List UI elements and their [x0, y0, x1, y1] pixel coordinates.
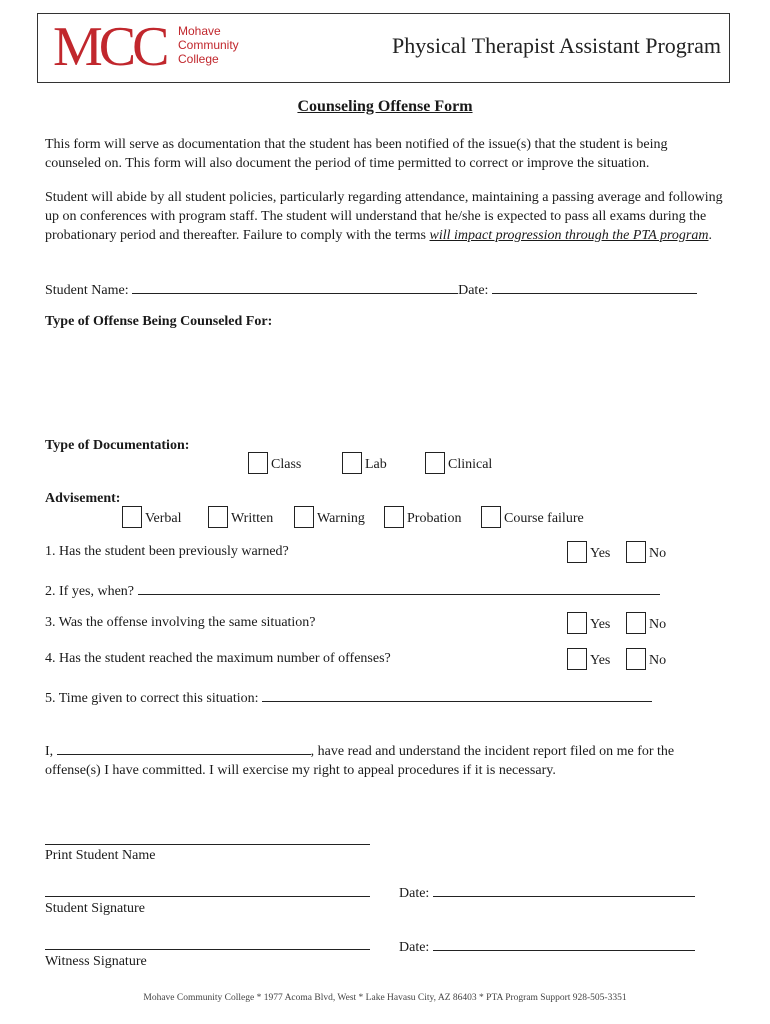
checkbox[interactable] [384, 506, 404, 528]
date-label: Date: [399, 886, 430, 901]
doc-option-lab[interactable] [342, 452, 387, 474]
ack-prefix: I, [45, 744, 54, 759]
student-name-field[interactable] [132, 279, 458, 294]
question-2-row [45, 580, 660, 600]
logo-line: Community [178, 38, 239, 52]
option-label: Yes [590, 546, 611, 561]
q1-no[interactable] [626, 541, 666, 563]
logo-line: College [178, 52, 219, 66]
option-label: Written [231, 511, 274, 526]
header-box [37, 13, 730, 83]
option-label: No [649, 546, 667, 561]
program-title: Physical Therapist Assistant Program [392, 33, 721, 58]
checkbox[interactable] [626, 541, 646, 563]
checkbox[interactable] [626, 612, 646, 634]
documentation-label: Type of Documentation: [45, 438, 190, 453]
policy-paragraph [45, 188, 725, 245]
advisement-option-warning[interactable] [294, 506, 365, 528]
print-name-line[interactable] [45, 844, 370, 845]
option-label: Warning [317, 511, 365, 526]
option-label: Probation [407, 511, 462, 526]
policy-emphasis: will impact progression through the PTA program [429, 228, 709, 243]
checkbox[interactable] [567, 612, 587, 634]
doc-option-class[interactable] [248, 452, 301, 474]
option-label: Course failure [504, 511, 584, 526]
checkbox[interactable] [567, 541, 587, 563]
ack-text: , have read and understand the incident report filed on me for the offense(s) I have committed. I will exercise my right to appeal procedures if it is necessary. [45, 744, 675, 778]
checkbox[interactable] [481, 506, 501, 528]
option-label: No [649, 653, 667, 668]
witness-date-field[interactable] [433, 936, 695, 951]
q3-yes[interactable] [567, 612, 610, 634]
student-date-row [399, 882, 695, 902]
option-label: Lab [365, 457, 387, 472]
college-logo: MCC [53, 16, 166, 78]
advisement-option-probation[interactable] [384, 506, 461, 528]
option-label: No [649, 617, 667, 632]
question-1: 1. Has the student been previously warned? [45, 544, 289, 559]
checkbox[interactable] [294, 506, 314, 528]
witness-signature-label: Witness Signature [45, 954, 147, 969]
checkbox[interactable] [425, 452, 445, 474]
question-3: 3. Was the offense involving the same situation? [45, 615, 316, 630]
offense-type-label: Type of Offense Being Counseled For: [45, 314, 273, 329]
date-label: Date: [458, 283, 489, 298]
form-title: Counseling Offense Form [297, 98, 473, 115]
student-date-field[interactable] [433, 882, 695, 897]
option-label: Clinical [448, 457, 493, 472]
advisement-option-course-failure[interactable] [481, 506, 584, 528]
page-footer: Mohave Community College * 1977 Acoma Blvd, West * Lake Havasu City, AZ 86403 * PTA Program Support 928-505-3351 [143, 993, 627, 1003]
date-field[interactable] [492, 279, 697, 294]
question-5: 5. Time given to correct this situation: [45, 691, 259, 706]
ack-name-field[interactable] [57, 740, 311, 755]
checkbox[interactable] [567, 648, 587, 670]
acknowledgement-paragraph [45, 740, 725, 780]
question-4: 4. Has the student reached the maximum number of offenses? [45, 651, 391, 666]
witness-signature-line[interactable] [45, 949, 370, 950]
doc-option-clinical[interactable] [425, 452, 492, 474]
advisement-label: Advisement: [45, 491, 121, 506]
checkbox[interactable] [122, 506, 142, 528]
question-2: 2. If yes, when? [45, 584, 135, 599]
q3-no[interactable] [626, 612, 666, 634]
print-name-label: Print Student Name [45, 848, 156, 863]
option-label: Class [271, 457, 302, 472]
witness-date-row [399, 936, 695, 956]
option-label: Verbal [145, 511, 182, 526]
option-label: Yes [590, 617, 611, 632]
intro-paragraph: This form will serve as documentation that the student has been notified of the issue(s) that the student is being counseled on. This form will also document the period of time permitted to correct or improve the situation. [45, 137, 668, 171]
offense-type-area[interactable] [45, 338, 725, 428]
date-label: Date: [399, 940, 430, 955]
student-name-label: Student Name: [45, 283, 129, 298]
advisement-option-written[interactable] [208, 506, 273, 528]
q2-when-field[interactable] [138, 580, 660, 595]
policy-text: Student will abide by all student policies, particularly regarding attendance, maintaining a passing average and following up on conferences with program staff. The student will understand that he/she is expected to pass all exams during the probationary period and thereafter. Failure to comply with the terms [45, 190, 723, 243]
student-signature-line[interactable] [45, 896, 370, 897]
student-name-row [45, 279, 697, 299]
option-label: Yes [590, 653, 611, 668]
checkbox[interactable] [248, 452, 268, 474]
q5-time-field[interactable] [262, 687, 652, 702]
checkbox[interactable] [626, 648, 646, 670]
checkbox[interactable] [342, 452, 362, 474]
logo-college-name [178, 24, 239, 66]
question-5-row [45, 687, 652, 707]
q4-yes[interactable] [567, 648, 610, 670]
logo-line: Mohave [178, 24, 221, 38]
q1-yes[interactable] [567, 541, 610, 563]
advisement-option-verbal[interactable] [122, 506, 182, 528]
checkbox[interactable] [208, 506, 228, 528]
q4-no[interactable] [626, 648, 666, 670]
student-signature-label: Student Signature [45, 901, 145, 916]
policy-end: . [708, 228, 712, 243]
